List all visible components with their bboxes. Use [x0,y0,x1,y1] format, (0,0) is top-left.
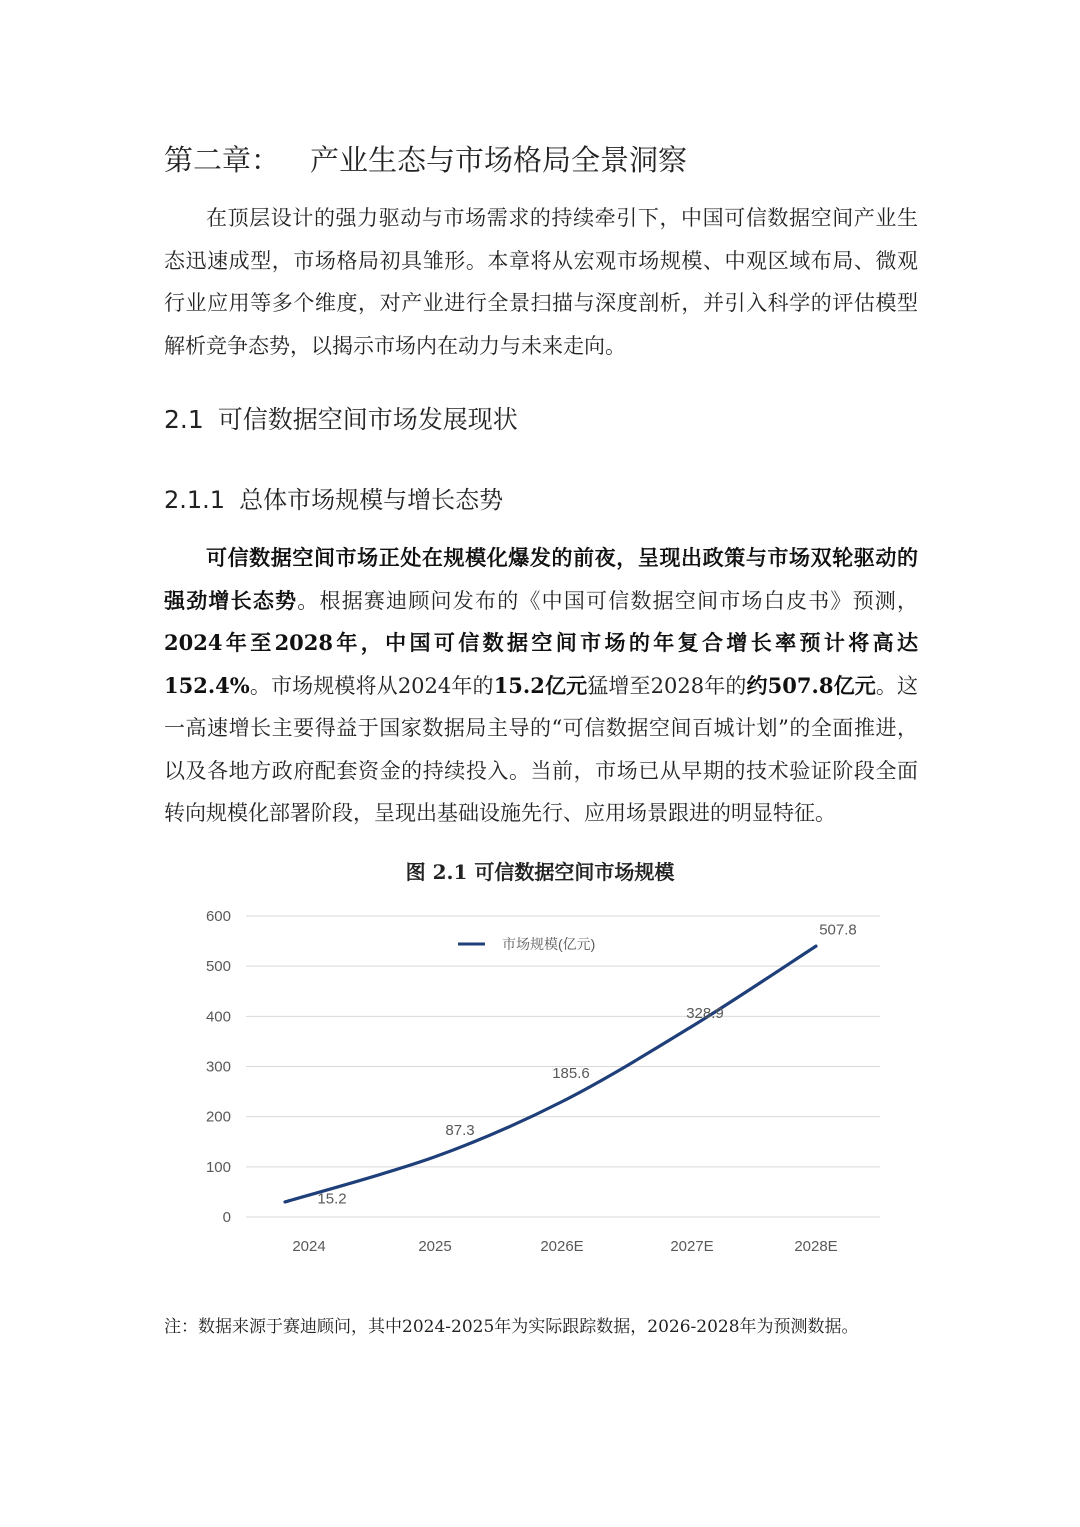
body-text-2: 。市场规模将从2024年的 [249,673,494,698]
y-tick-label: 300 [205,1058,231,1076]
legend-label: 市场规模(亿元) [502,936,596,952]
data-label: 328.9 [686,1005,724,1023]
chart-legend [458,936,595,952]
y-tick-label: 400 [205,1008,231,1026]
bold-2028-size: 约507.8亿元 [746,672,876,698]
x-tick-label: 2027E [670,1238,714,1255]
x-tick-label: 2026E [540,1238,584,1255]
bold-cagr: 2024年至2028年，中国可信数据空间市场的年复合增长率预计将高达152.4% [164,630,918,698]
chapter-title: 产业生态与市场格局全景洞察 [310,143,688,177]
subsection-heading [164,480,503,520]
series-line-market-size [285,946,816,1202]
intro-paragraph: 在顶层设计的强力驱动与市场需求的持续牵引下，中国可信数据空间产业生态迅速成型，市场格局初具雏形。本章将从宏观市场规模、中观区域布局、微观行业应用等多个维度，对产业进行全景扫描与深度剖析，并引入科学的评估模型解析竞争态势，以揭示市场内在动力与未来走向。 [164,206,918,358]
body-text-1: 。根据赛迪顾问发布的《中国可信数据空间市场白皮书》预测， [297,588,919,613]
section-title: 可信数据空间市场发展现状 [217,405,518,434]
data-label: 185.6 [552,1064,590,1082]
y-tick-label: 100 [205,1158,231,1176]
x-tick-label: 2025 [418,1238,452,1255]
subsection-number: 2.1.1 [164,486,226,514]
x-tick-label: 2028E [794,1238,838,1255]
data-label: 15.2 [317,1190,347,1208]
chart-data-labels [317,921,856,1207]
y-tick-label: 200 [205,1108,231,1126]
section-heading [164,400,518,440]
chart-x-axis [292,1238,837,1255]
figure-note: 注：数据来源于赛迪顾问，其中2024-2025年为实际跟踪数据，2026-2028年为预测数据。 [164,1317,859,1337]
y-tick-label: 600 [205,908,231,925]
section-number: 2.1 [164,405,204,434]
body-paragraph [164,537,918,835]
market-size-line-chart [0,895,1080,1275]
chapter-label: 第二章： [164,143,281,177]
figure-title: 图 2.1 可信数据空间市场规模 [405,860,675,884]
y-tick-label: 0 [222,1209,231,1226]
chart-series [285,946,816,1202]
subsection-title: 总体市场规模与增长态势 [239,486,504,514]
chapter-heading [164,140,924,180]
y-tick-label: 500 [205,958,231,976]
data-label: 87.3 [445,1122,475,1140]
body-text-3: 猛增至2028年的 [587,673,747,698]
x-tick-label: 2024 [292,1238,326,1255]
data-label: 507.8 [819,921,857,939]
body-text-4: 。这一高速增长主要得益于国家数据局主导的“可信数据空间百城计划”的全面推进，以及各地方政府配套资金的持续投入。当前，市场已从早期的技术验证阶段全面转向规模化部署阶段，呈现出基础设施先行、应用场景跟进的明显特征。 [164,673,918,825]
bold-2024-size: 15.2亿元 [493,672,588,698]
chart-y-axis [206,908,231,1226]
bold-claim: 可信数据空间市场正处在规模化爆发的前夜，呈现出政策与市场双轮驱动的强劲增长态势 [164,545,918,613]
